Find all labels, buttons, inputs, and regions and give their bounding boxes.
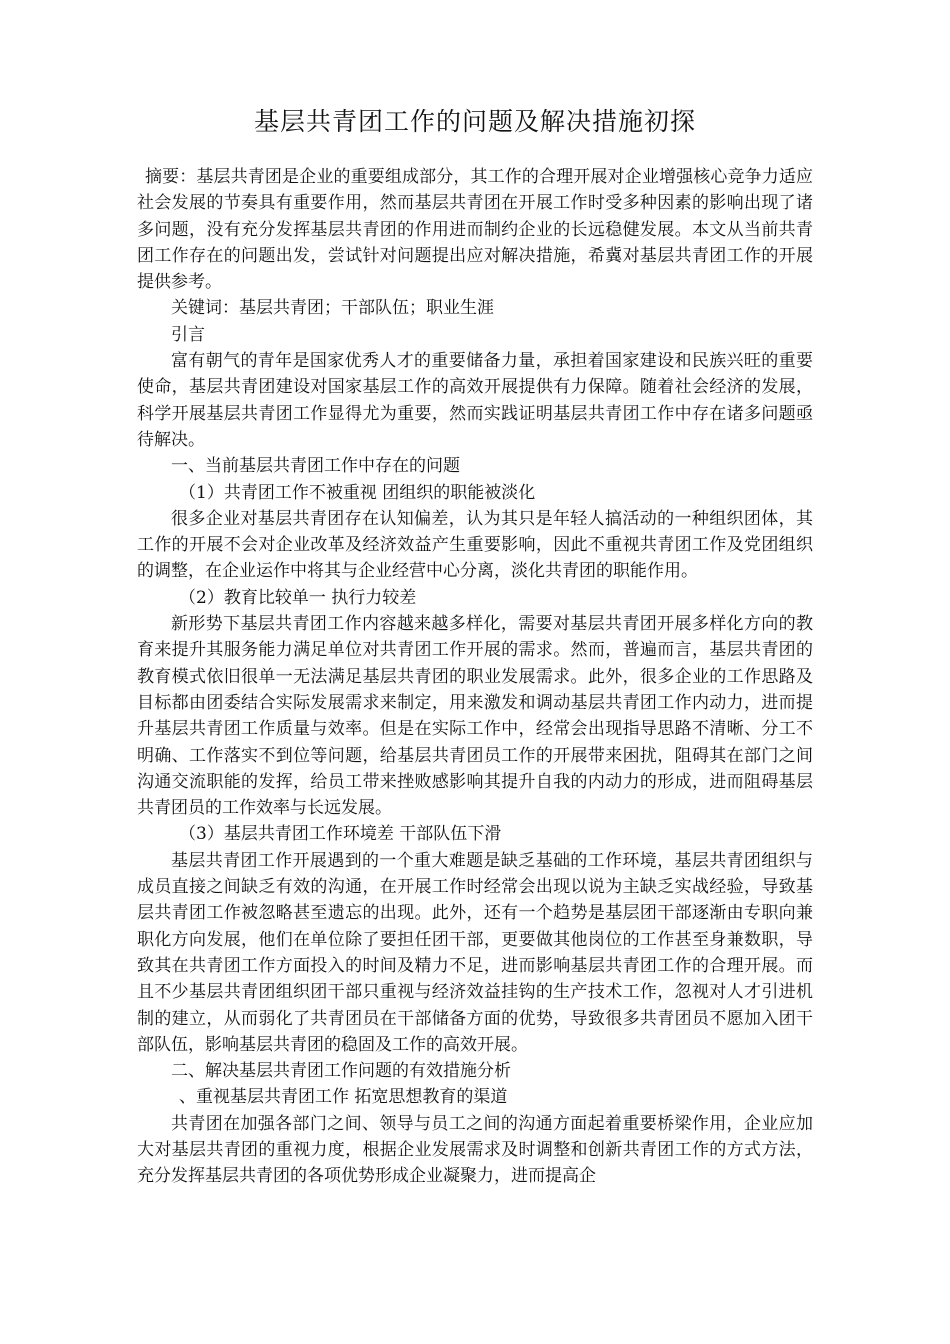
subsection-heading-1: （1）共青团工作不被重视 团组织的职能被淡化 (179, 482, 536, 503)
section-heading-1: 一、当前基层共青团工作中存在的问题 (171, 456, 460, 477)
introduction-heading: 引言 (171, 324, 205, 345)
document-title: 基层共青团工作的问题及解决措施初探 (253, 107, 696, 136)
body-paragraph: 很多企业对基层共青团存在认知偏差，认为其只是年轻人搞活动的一种组织团体，其工作的开展不会对企业改革及经济效益产生重要影响，因此不重视共青团工作及党团组织的调整，在企业运作中将其与企业经营中心分离，淡化共青团的职能作用。 (137, 508, 813, 582)
subsection-heading-2: （2）教育比较单一 执行力较差 (179, 587, 417, 608)
keywords-line: 关键词：基层共青团；干部队伍；职业生涯 (171, 298, 494, 319)
body-paragraph: 共青团在加强各部门之间、领导与员工之间的沟通方面起着重要桥梁作用，企业应加大对基层共青团的重视力度，根据企业发展需求及时调整和创新共青团工作的方式方法，充分发挥基层共青团的各项优势形成企业凝聚力，进而提高企 (137, 1113, 813, 1187)
document-body (137, 164, 813, 1190)
subsection-heading-3: （3）基层共青团工作环境差 干部队伍下滑 (179, 824, 502, 845)
body-paragraph: 新形势下基层共青团工作内容越来越多样化，需要对基层共青团开展多样化方向的教育来提升其服务能力满足单位对共青团工作开展的需求。然而，普遍而言，基层共青团的教育模式依旧很单一无法满足基层共青团的职业发展需求。此外，很多企业的工作思路及目标都由团委结合实际发展需求来制定，用来激发和调动基层共青团工作内动力，进而提升基层共青团工作质量与效率。但是在实际工作中，经常会出现指导思路不清晰、分工不明确、工作落实不到位等问题，给基层共青团员工作的开展带来困扰，阻碍其在部门之间沟通交流职能的发挥，给员工带来挫败感影响其提升自我的内动力的形成，进而阻碍基层共青团员的工作效率与长远发展。 (137, 614, 813, 819)
body-paragraph: 基层共青团工作开展遇到的一个重大难题是缺乏基础的工作环境，基层共青团组织与成员直接之间缺乏有效的沟通，在开展工作时经常会出现以说为主缺乏实战经验，导致基层共青团工作被忽略甚至遗忘的出现。此外，还有一个趋势是基层团干部逐渐由专职向兼职化方向发展，他们在单位除了要担任团干部，更要做其他岗位的工作甚至身兼数职，导致其在共青团工作方面投入的时间及精力不足，进而影响基层共青团工作的合理开展。而且不少基层共青团组织团干部只重视与经济效益挂钩的生产技术工作，忽视对人才引进机制的建立，从而弱化了共青团员在干部储备方面的优势，导致很多共青团员不愿加入团干部队伍，影响基层共青团的稳固及工作的高效开展。 (137, 850, 813, 1055)
subsection-heading-4: 、重视基层共青团工作 拓宽思想教育的渠道 (179, 1087, 508, 1108)
section-heading-2: 二、解决基层共青团工作问题的有效措施分析 (171, 1061, 511, 1082)
body-paragraph: 富有朝气的青年是国家优秀人才的重要储备力量，承担着国家建设和民族兴旺的重要使命，基层共青团建设对国家基层工作的高效开展提供有力保障。随着社会经济的发展，科学开展基层共青团工作显得尤为重要，然而实践证明基层共青团工作中存在诸多问题亟待解决。 (137, 351, 813, 450)
abstract-paragraph: 摘要：基层共青团是企业的重要组成部分，其工作的合理开展对企业增强核心竞争力适应社会发展的节奏具有重要作用，然而基层共青团在开展工作时受多种因素的影响出现了诸多问题，没有充分发挥基层共青团的作用进而制约企业的长远稳健发展。本文从当前共青团工作存在的问题出发，尝试针对问题提出应对解决措施，希冀对基层共青团工作的开展提供参考。 (137, 167, 813, 293)
